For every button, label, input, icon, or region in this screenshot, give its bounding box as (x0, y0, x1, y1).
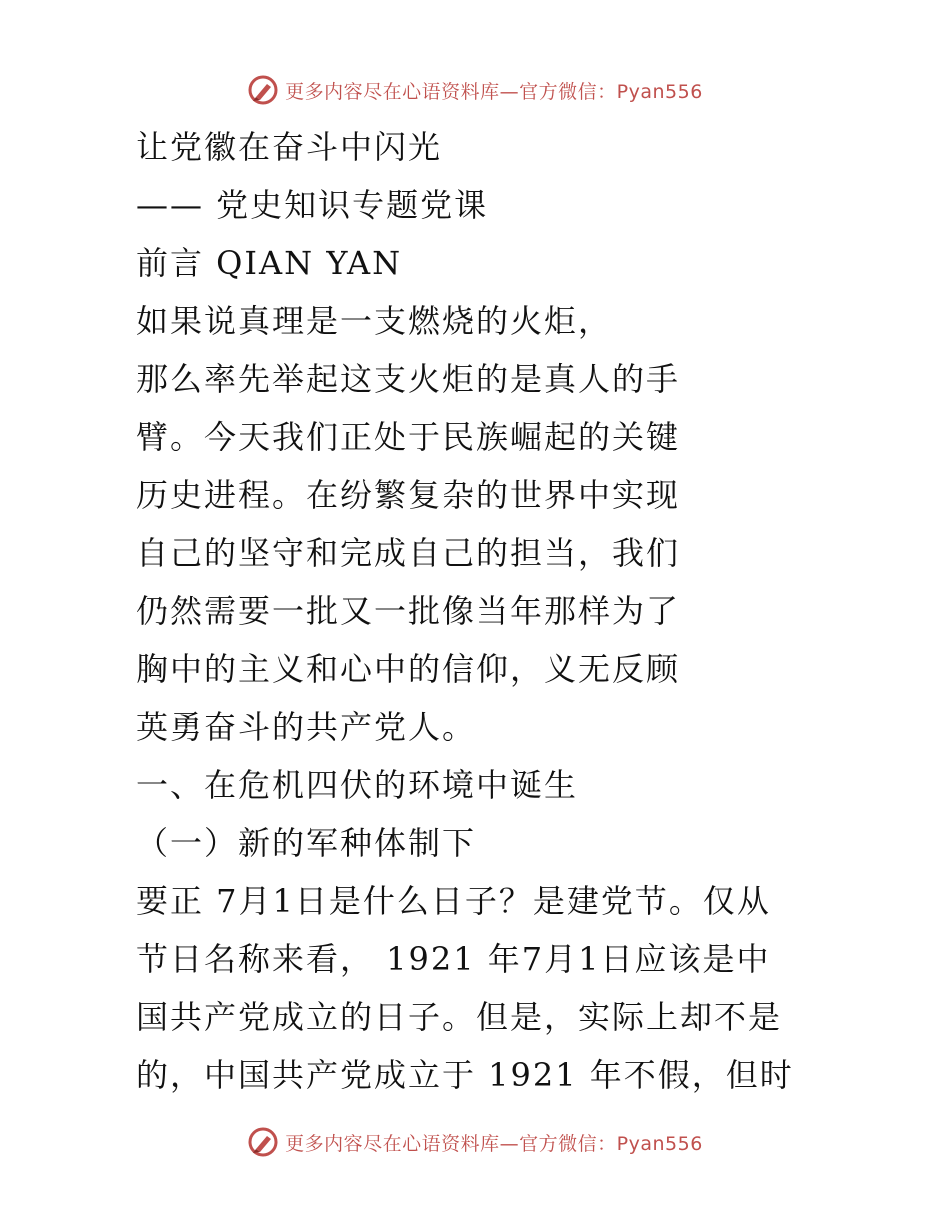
watermark-banner-bottom (0, 1122, 950, 1162)
watermark-text: 更多内容尽在心语资料库—官方微信：Pyan556 (285, 1132, 703, 1155)
text-line: 节日名称来看， 1921 年7月1日应该是中 (136, 940, 771, 978)
preface-heading: 前言 QIAN YAN (136, 244, 403, 282)
pen-logo-icon (247, 74, 279, 106)
watermark-text: 更多内容尽在心语资料库—官方微信：Pyan556 (285, 80, 703, 103)
watermark-banner-top (0, 70, 950, 110)
text-line: 如果说真理是一支燃烧的火炬， (136, 302, 613, 340)
text-line: 国共产党成立的日子。但是，实际上却不是 (136, 998, 783, 1036)
text-line: 的，中国共产党成立于 1921 年不假，但时 (136, 1056, 794, 1094)
subsection-heading: （一）新的军种体制下 (136, 824, 477, 862)
section-heading: 一、在危机四伏的环境中诞生 (136, 766, 579, 804)
text-line: 那么率先举起这支火炬的是真人的手 (136, 360, 681, 398)
text-line: 自己的坚守和完成自己的担当，我们 (136, 534, 681, 572)
text-line: 英勇奋斗的共产党人。 (136, 708, 477, 746)
document-body (136, 118, 836, 1104)
document-subtitle: —— 党史知识专题党课 (136, 186, 489, 224)
text-line: 历史进程。在纷繁复杂的世界中实现 (136, 476, 681, 514)
text-line: 仍然需要一批又一批像当年那样为了 (136, 592, 681, 630)
text-line: 胸中的主义和心中的信仰，义无反顾 (136, 650, 681, 688)
document-title: 让党徽在奋斗中闪光 (136, 128, 443, 166)
text-line: 臂。今天我们正处于民族崛起的关键 (136, 418, 681, 456)
text-line: 要正 7月1日是什么日子？是建党节。仅从 (136, 882, 771, 920)
pen-logo-icon (247, 1126, 279, 1158)
